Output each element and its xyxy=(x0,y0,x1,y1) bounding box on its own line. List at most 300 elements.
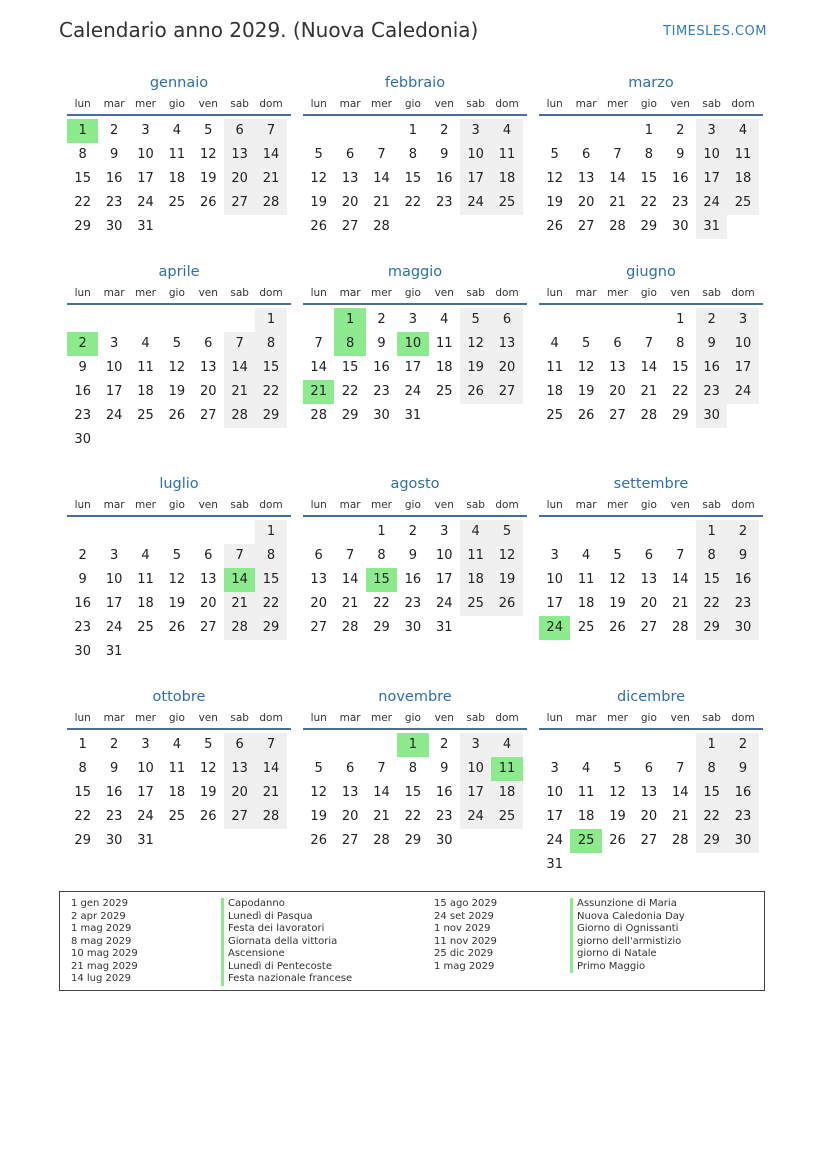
weekday-label: gio xyxy=(640,287,657,299)
day-cell: 23 xyxy=(373,384,390,399)
day-cell: 22 xyxy=(341,384,359,399)
day-cell: 15 xyxy=(696,568,727,592)
day-cell: 7 xyxy=(676,548,685,563)
day-cell: 6 xyxy=(314,548,323,563)
weekday-label: mar xyxy=(339,98,361,110)
holiday-name: Lunedì di Pentecoste xyxy=(221,961,352,974)
day-cell: 8 xyxy=(696,757,727,781)
day-cell: 13 xyxy=(199,360,217,375)
day-cell: 27 xyxy=(577,219,595,234)
day-cell: 10 xyxy=(460,757,491,781)
day-cell: 22 xyxy=(696,805,727,829)
month-maggio xyxy=(303,261,527,428)
day-cell: 11 xyxy=(577,785,595,800)
weekday-label: gio xyxy=(168,98,185,110)
empty-cell xyxy=(602,733,633,757)
day-cell: 22 xyxy=(74,809,91,824)
day-cell: 3 xyxy=(460,119,491,143)
day-cell: 19 xyxy=(609,596,626,611)
weekday-label: dom xyxy=(495,712,519,724)
month-name: agosto xyxy=(390,476,440,492)
day-cell: 25 xyxy=(727,191,758,215)
day-cell: 22 xyxy=(404,809,422,824)
day-cell: 29 xyxy=(696,829,727,853)
empty-cell xyxy=(366,733,397,757)
empty-cell xyxy=(665,520,696,544)
holiday-day-cell: 10 xyxy=(397,332,428,356)
day-cell: 9 xyxy=(676,147,685,162)
day-cell: 25 xyxy=(491,805,522,829)
empty-cell xyxy=(303,520,334,544)
month-marzo xyxy=(539,72,763,239)
day-cell: 19 xyxy=(546,195,563,210)
weekday-label: gio xyxy=(404,287,421,299)
weekday-label: lun xyxy=(546,287,563,299)
weekday-label: mar xyxy=(103,287,125,299)
day-cell: 25 xyxy=(168,809,186,824)
weekday-label: lun xyxy=(74,287,91,299)
holiday-name: Primo Maggio xyxy=(570,961,685,974)
weekday-label: mar xyxy=(103,98,125,110)
day-cell: 22 xyxy=(640,195,658,210)
holiday-name: Festa dei lavoratori xyxy=(221,923,352,936)
holiday-day-cell: 15 xyxy=(366,568,397,592)
day-cell: 18 xyxy=(168,785,186,800)
days-grid xyxy=(303,733,527,853)
weekday-label: dom xyxy=(495,499,519,511)
day-cell: 6 xyxy=(204,548,213,563)
day-cell: 6 xyxy=(345,147,355,162)
weekday-label: dom xyxy=(731,499,755,511)
brand-link[interactable]: TIMESLES.COM xyxy=(663,24,767,39)
day-cell: 15 xyxy=(696,781,727,805)
day-cell: 8 xyxy=(408,761,417,776)
day-cell: 3 xyxy=(109,548,119,563)
empty-cell xyxy=(570,308,601,332)
day-cell: 11 xyxy=(577,572,595,587)
day-cell: 23 xyxy=(671,195,689,210)
holiday-name: Giornata della vittoria xyxy=(221,936,352,949)
day-cell: 22 xyxy=(671,384,689,399)
month-name: gennaio xyxy=(149,75,209,91)
day-cell: 28 xyxy=(341,620,359,635)
holiday-name: Assunzione di Maria xyxy=(570,898,685,911)
weekday-label: mer xyxy=(134,499,156,511)
month-name: dicembre xyxy=(616,689,686,705)
empty-cell xyxy=(334,733,365,757)
weekday-label: dom xyxy=(731,287,755,299)
day-cell: 30 xyxy=(404,620,422,635)
day-cell: 27 xyxy=(491,380,522,404)
day-cell: 23 xyxy=(696,380,727,404)
day-cell: 26 xyxy=(199,195,217,210)
month-agosto xyxy=(303,473,527,640)
day-cell: 29 xyxy=(373,620,390,635)
day-cell: 28 xyxy=(671,620,689,635)
day-cell: 20 xyxy=(640,809,658,824)
weekday-label: gio xyxy=(404,499,421,511)
day-cell: 30 xyxy=(435,833,453,848)
empty-cell xyxy=(303,733,334,757)
month-name: maggio xyxy=(387,264,443,280)
weekday-label: gio xyxy=(404,98,421,110)
day-cell: 22 xyxy=(696,592,727,616)
day-cell: 24 xyxy=(546,833,563,848)
days-grid xyxy=(539,308,763,428)
day-cell: 29 xyxy=(404,833,422,848)
holiday-name: giorno di Natale xyxy=(570,948,685,961)
weekday-header xyxy=(67,495,291,517)
weekday-label: lun xyxy=(74,712,91,724)
weekday-label: sab xyxy=(466,499,485,511)
day-cell: 2 xyxy=(377,312,386,327)
day-cell: 12 xyxy=(168,572,186,587)
day-cell: 13 xyxy=(491,332,522,356)
day-cell: 23 xyxy=(435,809,453,824)
day-cell: 26 xyxy=(310,219,327,234)
day-cell: 10 xyxy=(105,572,123,587)
day-cell: 31 xyxy=(137,833,154,848)
holiday-name: Nuova Caledonia Day xyxy=(570,911,685,924)
weekday-label: ven xyxy=(198,499,218,511)
holiday-name: Ascensione xyxy=(221,948,352,961)
day-cell: 16 xyxy=(727,568,758,592)
day-cell: 1 xyxy=(696,520,727,544)
weekday-label: mar xyxy=(339,499,361,511)
day-cell: 25 xyxy=(137,620,154,635)
day-cell: 7 xyxy=(676,761,685,776)
days-grid xyxy=(303,308,527,428)
weekday-label: dom xyxy=(259,499,283,511)
weekday-label: mar xyxy=(339,712,361,724)
empty-cell xyxy=(224,520,255,544)
weekday-header xyxy=(303,283,527,305)
day-cell: 30 xyxy=(74,644,91,659)
weekday-label: gio xyxy=(640,98,657,110)
weekday-label: mer xyxy=(370,98,392,110)
page-title: Calendario anno 2029. (Nuova Caledonia) xyxy=(59,18,479,42)
day-cell: 13 xyxy=(577,171,595,186)
weekday-label: dom xyxy=(259,287,283,299)
empty-cell xyxy=(334,119,365,143)
day-cell: 19 xyxy=(310,809,327,824)
day-cell: 16 xyxy=(404,572,422,587)
day-cell: 11 xyxy=(137,572,154,587)
day-cell: 20 xyxy=(640,596,658,611)
weekday-label: ven xyxy=(670,499,690,511)
day-cell: 3 xyxy=(408,312,417,327)
day-cell: 3 xyxy=(727,308,758,332)
day-cell: 1 xyxy=(676,312,685,327)
day-cell: 24 xyxy=(105,408,123,423)
day-cell: 19 xyxy=(199,171,217,186)
day-cell: 11 xyxy=(435,336,453,351)
day-cell: 7 xyxy=(377,147,386,162)
month-luglio xyxy=(67,473,291,664)
day-cell: 7 xyxy=(377,761,386,776)
day-cell: 1 xyxy=(408,123,417,138)
day-cell: 10 xyxy=(105,360,123,375)
day-cell: 27 xyxy=(609,408,626,423)
empty-cell xyxy=(633,733,664,757)
day-cell: 7 xyxy=(644,336,653,351)
day-cell: 28 xyxy=(310,408,327,423)
day-cell: 25 xyxy=(435,384,453,399)
day-cell: 10 xyxy=(727,332,758,356)
weekday-label: sab xyxy=(702,712,721,724)
day-cell: 31 xyxy=(546,857,563,872)
empty-cell xyxy=(665,733,696,757)
weekday-label: dom xyxy=(259,712,283,724)
day-cell: 7 xyxy=(224,544,255,568)
month-febbraio xyxy=(303,72,527,239)
day-cell: 6 xyxy=(644,548,653,563)
day-cell: 24 xyxy=(696,191,727,215)
holiday-date: 24 set 2029 xyxy=(434,910,494,922)
day-cell: 14 xyxy=(609,171,626,186)
day-cell: 2 xyxy=(408,524,417,539)
day-cell: 23 xyxy=(727,592,758,616)
day-cell: 5 xyxy=(314,761,323,776)
day-cell: 4 xyxy=(491,733,522,757)
day-cell: 11 xyxy=(727,143,758,167)
day-cell: 22 xyxy=(404,195,422,210)
day-cell: 16 xyxy=(373,360,390,375)
day-cell: 10 xyxy=(460,143,491,167)
day-cell: 4 xyxy=(172,123,181,138)
day-cell: 13 xyxy=(640,572,658,587)
weekday-label: mar xyxy=(339,287,361,299)
weekday-label: sab xyxy=(466,287,485,299)
day-cell: 4 xyxy=(460,520,491,544)
day-cell: 28 xyxy=(373,219,390,234)
weekday-label: sab xyxy=(702,287,721,299)
day-cell: 15 xyxy=(404,785,422,800)
holiday-day-cell: 11 xyxy=(491,757,522,781)
day-cell: 27 xyxy=(640,833,658,848)
month-name: luglio xyxy=(159,476,199,492)
day-cell: 26 xyxy=(310,833,327,848)
day-cell: 17 xyxy=(105,596,123,611)
day-cell: 4 xyxy=(440,312,449,327)
weekday-label: mar xyxy=(575,712,597,724)
day-cell: 5 xyxy=(491,520,522,544)
day-cell: 26 xyxy=(491,592,522,616)
day-cell: 24 xyxy=(435,596,453,611)
weekday-label: mar xyxy=(575,287,597,299)
day-cell: 14 xyxy=(671,572,689,587)
day-cell: 24 xyxy=(460,191,491,215)
day-cell: 3 xyxy=(141,737,150,752)
day-cell: 21 xyxy=(640,384,658,399)
holiday-date: 14 lug 2029 xyxy=(71,973,131,984)
day-cell: 18 xyxy=(727,167,758,191)
days-grid xyxy=(303,119,527,239)
empty-cell xyxy=(98,520,129,544)
day-cell: 30 xyxy=(373,408,390,423)
day-cell: 12 xyxy=(310,171,327,186)
day-cell: 4 xyxy=(491,119,522,143)
month-name: giugno xyxy=(626,264,676,280)
day-cell: 12 xyxy=(460,332,491,356)
holiday-date: 1 nov 2029 xyxy=(434,923,491,934)
month-name: settembre xyxy=(613,476,689,492)
weekday-label: mer xyxy=(606,98,628,110)
day-cell: 28 xyxy=(640,408,658,423)
day-cell: 1 xyxy=(377,524,386,539)
day-cell: 27 xyxy=(199,620,217,635)
day-cell: 30 xyxy=(696,404,727,428)
day-cell: 5 xyxy=(613,548,622,563)
day-cell: 27 xyxy=(341,219,359,234)
day-cell: 19 xyxy=(491,568,522,592)
day-cell: 8 xyxy=(255,332,286,356)
holiday-day-cell: 21 xyxy=(303,380,334,404)
day-cell: 14 xyxy=(255,757,286,781)
weekday-label: lun xyxy=(546,499,563,511)
day-cell: 15 xyxy=(255,568,286,592)
day-cell: 31 xyxy=(696,215,727,239)
day-cell: 27 xyxy=(640,620,658,635)
weekday-label: mer xyxy=(606,287,628,299)
day-cell: 1 xyxy=(644,123,653,138)
weekday-label: lun xyxy=(74,499,91,511)
day-cell: 5 xyxy=(172,548,181,563)
day-cell: 12 xyxy=(609,572,626,587)
holiday-day-cell: 8 xyxy=(334,332,365,356)
day-cell: 25 xyxy=(137,408,154,423)
day-cell: 15 xyxy=(671,360,689,375)
day-cell: 29 xyxy=(255,404,286,428)
weekday-label: ven xyxy=(434,287,454,299)
weekday-label: mer xyxy=(606,712,628,724)
day-cell: 23 xyxy=(74,408,91,423)
month-aprile xyxy=(67,261,291,452)
day-cell: 12 xyxy=(310,785,327,800)
weekday-label: ven xyxy=(198,98,218,110)
weekday-label: sab xyxy=(466,98,485,110)
weekday-label: ven xyxy=(434,499,454,511)
empty-cell xyxy=(633,308,664,332)
day-cell: 20 xyxy=(341,809,359,824)
day-cell: 30 xyxy=(727,829,758,853)
holiday-date: 10 mag 2029 xyxy=(71,948,138,959)
empty-cell xyxy=(130,308,161,332)
day-cell: 16 xyxy=(435,171,453,186)
day-cell: 26 xyxy=(199,809,217,824)
day-cell: 3 xyxy=(550,761,559,776)
day-cell: 17 xyxy=(404,360,422,375)
weekday-header xyxy=(539,708,763,730)
weekday-label: mar xyxy=(575,98,597,110)
day-cell: 2 xyxy=(78,548,87,563)
day-cell: 7 xyxy=(224,332,255,356)
empty-cell xyxy=(366,119,397,143)
day-cell: 1 xyxy=(255,308,286,332)
day-cell: 3 xyxy=(109,336,119,351)
day-cell: 5 xyxy=(204,123,213,138)
day-cell: 29 xyxy=(671,408,689,423)
day-cell: 14 xyxy=(671,785,689,800)
day-cell: 6 xyxy=(345,761,355,776)
weekday-label: dom xyxy=(495,287,519,299)
day-cell: 25 xyxy=(460,592,491,616)
day-cell: 8 xyxy=(408,147,417,162)
weekday-label: ven xyxy=(198,287,218,299)
day-cell: 28 xyxy=(671,833,689,848)
day-cell: 11 xyxy=(491,143,522,167)
day-cell: 3 xyxy=(460,733,491,757)
day-cell: 30 xyxy=(74,432,91,447)
day-cell: 26 xyxy=(609,833,626,848)
day-cell: 20 xyxy=(341,195,359,210)
day-cell: 9 xyxy=(696,332,727,356)
holiday-name: Giorno di Ognissanti xyxy=(570,923,685,936)
day-cell: 7 xyxy=(255,119,286,143)
day-cell: 17 xyxy=(137,171,154,186)
holiday-day-cell: 25 xyxy=(570,829,601,853)
day-cell: 18 xyxy=(577,596,595,611)
weekday-label: gio xyxy=(168,712,185,724)
day-cell: 24 xyxy=(105,620,123,635)
weekday-label: mer xyxy=(370,499,392,511)
day-cell: 9 xyxy=(408,548,417,563)
weekday-label: sab xyxy=(230,287,249,299)
days-grid xyxy=(67,308,291,452)
day-cell: 15 xyxy=(255,356,286,380)
weekday-header xyxy=(303,94,527,116)
day-cell: 10 xyxy=(137,761,154,776)
day-cell: 5 xyxy=(460,308,491,332)
day-cell: 8 xyxy=(676,336,685,351)
day-cell: 27 xyxy=(310,620,327,635)
day-cell: 21 xyxy=(373,809,390,824)
day-cell: 18 xyxy=(435,360,453,375)
weekday-header xyxy=(67,283,291,305)
holiday-date: 1 mag 2029 xyxy=(434,960,495,972)
day-cell: 13 xyxy=(199,572,217,587)
day-cell: 19 xyxy=(460,356,491,380)
day-cell: 9 xyxy=(78,572,87,587)
day-cell: 8 xyxy=(377,548,386,563)
day-cell: 3 xyxy=(696,119,727,143)
day-cell: 4 xyxy=(581,761,591,776)
day-cell: 20 xyxy=(577,195,595,210)
day-cell: 13 xyxy=(224,757,255,781)
day-cell: 9 xyxy=(78,360,87,375)
day-cell: 8 xyxy=(78,147,87,162)
days-grid xyxy=(67,119,291,239)
day-cell: 2 xyxy=(440,123,449,138)
day-cell: 30 xyxy=(105,219,123,234)
weekday-label: lun xyxy=(546,98,563,110)
month-name: marzo xyxy=(628,75,674,91)
weekday-header xyxy=(303,495,527,517)
day-cell: 10 xyxy=(696,143,727,167)
holiday-name: Lunedì di Pasqua xyxy=(221,911,352,924)
day-cell: 14 xyxy=(224,356,255,380)
weekday-label: sab xyxy=(466,712,485,724)
day-cell: 18 xyxy=(168,171,186,186)
weekday-label: mer xyxy=(134,287,156,299)
day-cell: 10 xyxy=(546,572,563,587)
weekday-label: gio xyxy=(168,287,185,299)
day-cell: 13 xyxy=(310,572,327,587)
days-grid xyxy=(539,119,763,239)
empty-cell xyxy=(539,520,570,544)
month-name: febbraio xyxy=(384,75,446,91)
empty-cell xyxy=(334,520,365,544)
